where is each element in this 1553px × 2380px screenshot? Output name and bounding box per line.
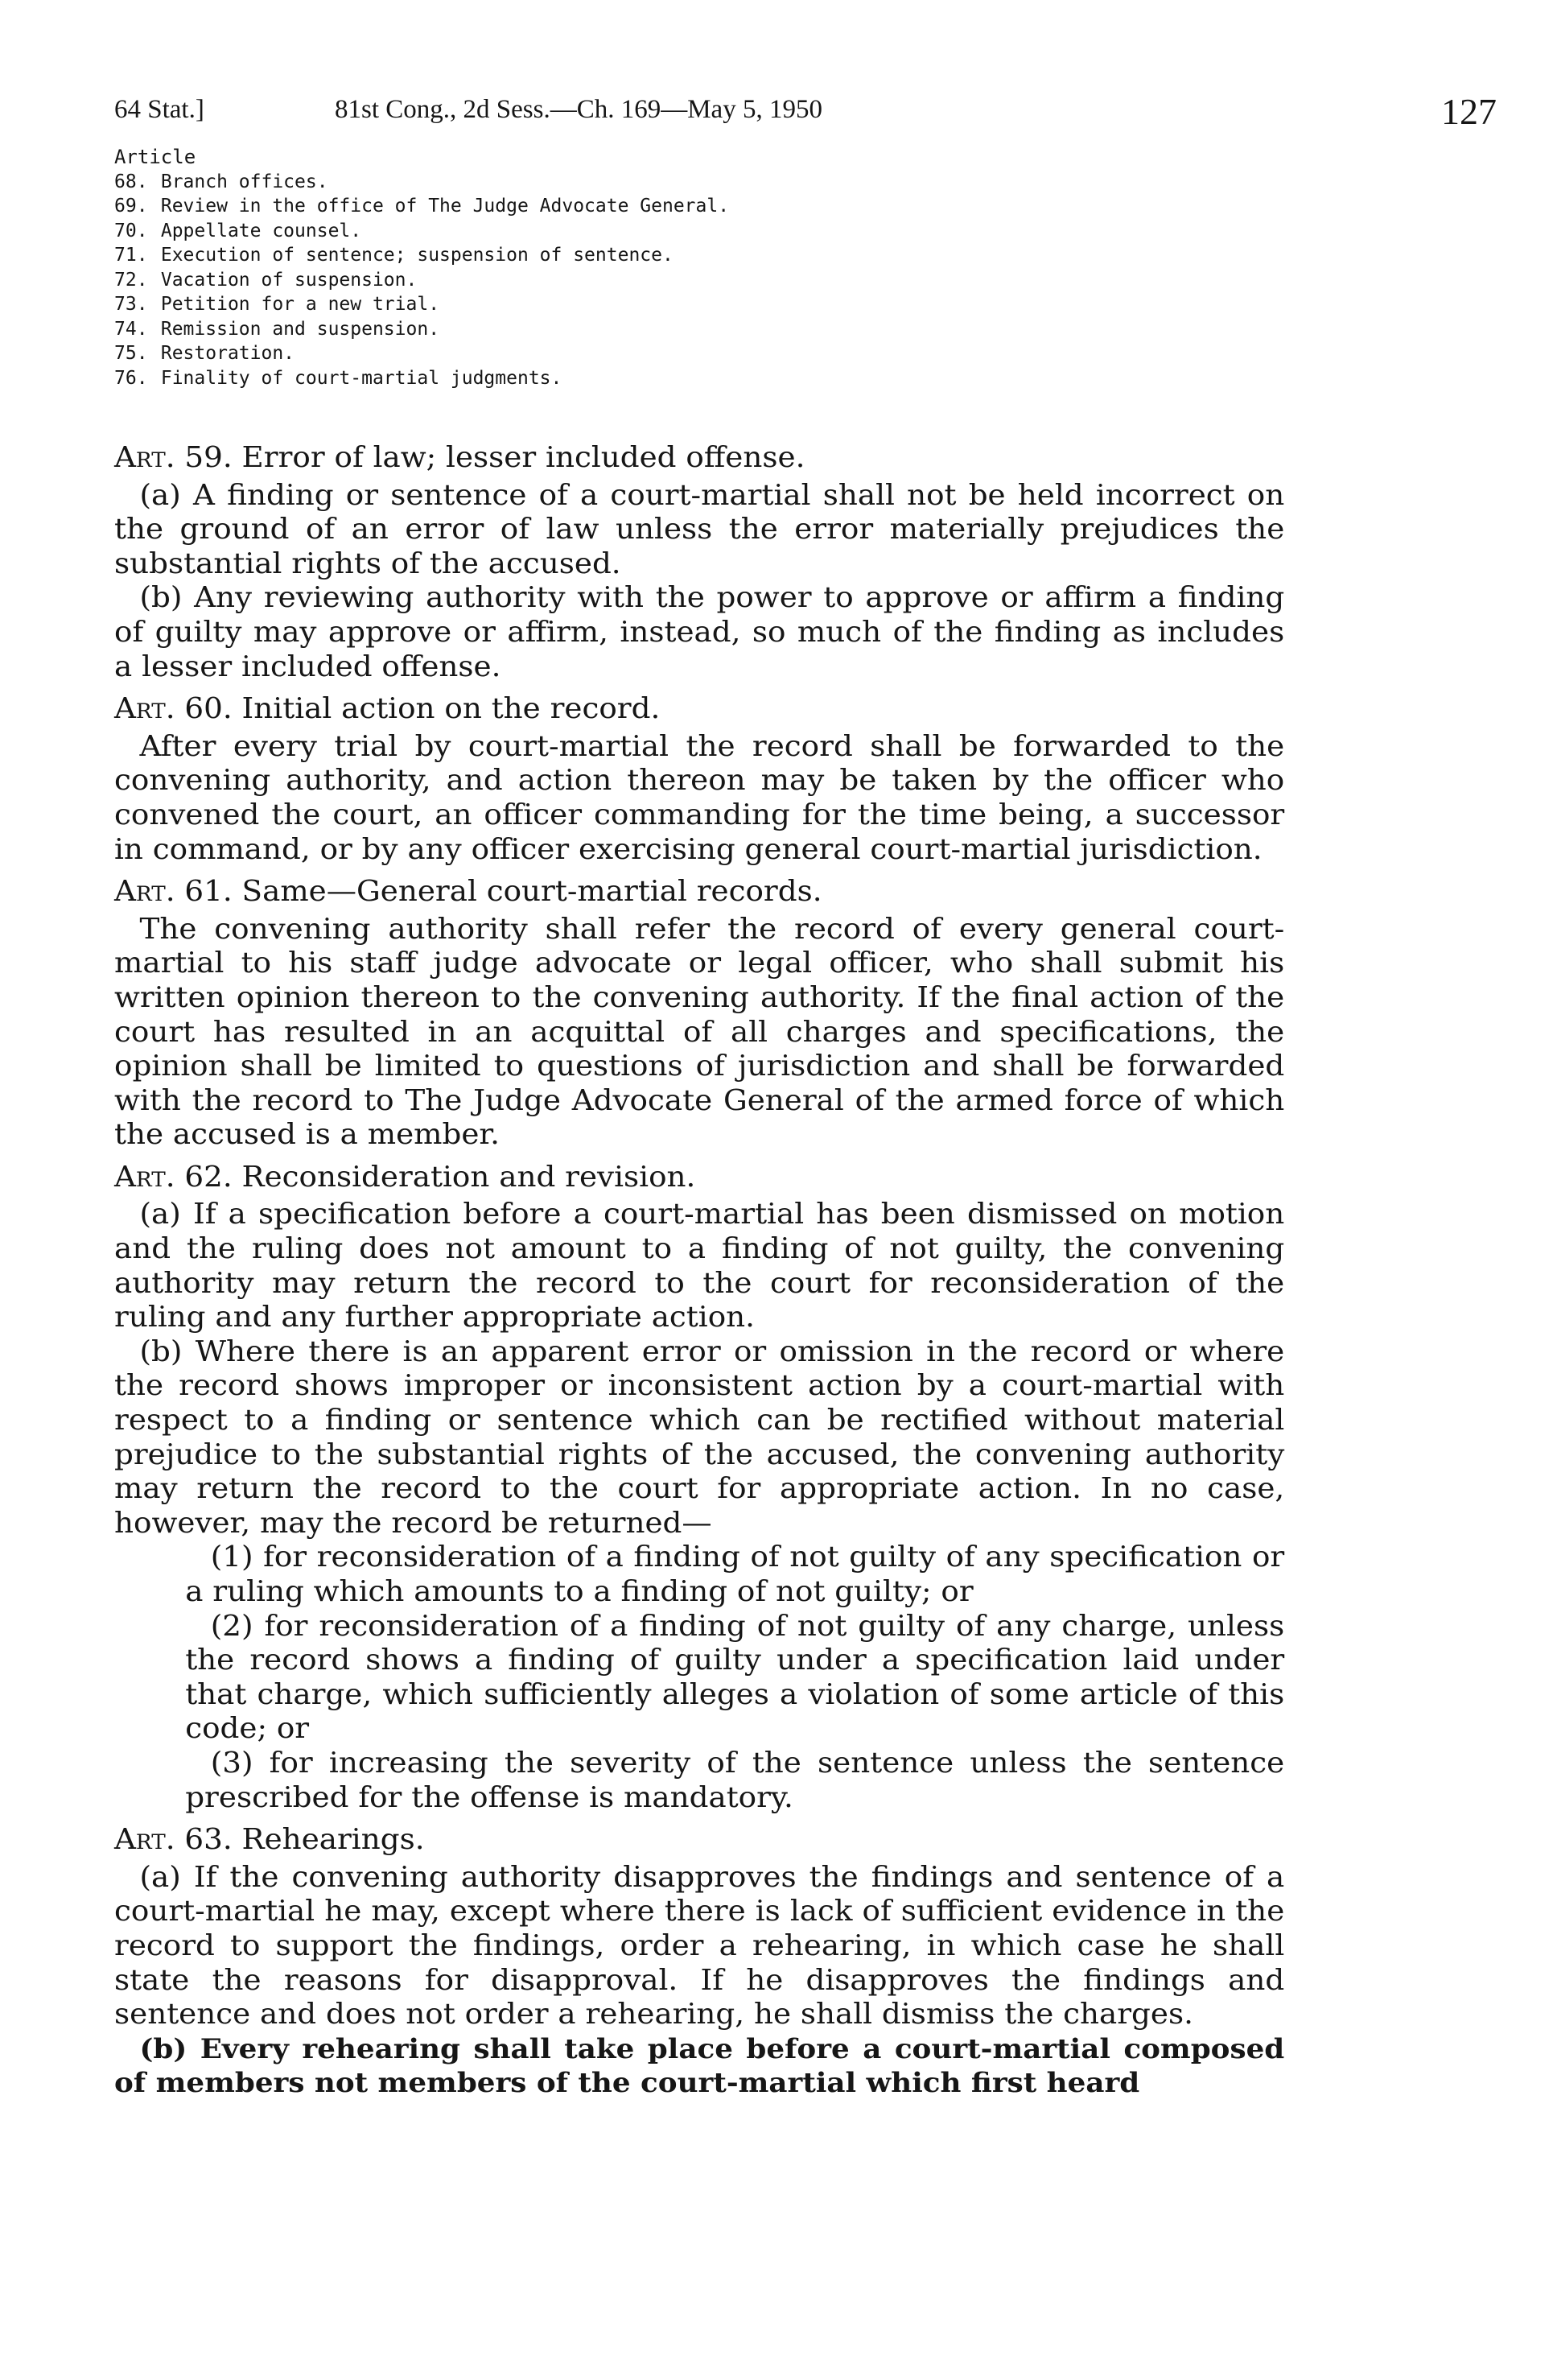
article-heading-61: Art. 61. Same—General court-martial records. xyxy=(114,875,822,909)
article-61-text: The convening authority shall refer the record of every general court-martial to his staff judge advocate or legal officer, who shall submit his written opinion thereon to the convening authority. If the final action of the court has resulted in an acquittal of all charges and specifications, the opinion shall be limited to questions of jurisdiction and shall be forwarded with the record to The Judge Advocate General of the armed force of which the accused is a member. xyxy=(114,912,1285,1152)
toc-item: 72. Vacation of suspension. xyxy=(114,269,418,291)
article-heading-59: Art. 59. Error of law; lesser included offense. xyxy=(114,441,805,474)
article-heading-62: Art. 62. Reconsideration and revision. xyxy=(114,1160,696,1194)
toc-item: 75. Restoration. xyxy=(114,343,295,364)
toc-item: 76. Finality of court-martial judgments. xyxy=(114,367,562,389)
article-heading-60: Art. 60. Initial action on the record. xyxy=(114,692,661,726)
table-of-contents xyxy=(114,145,1241,390)
page-number: 127 xyxy=(1441,91,1497,132)
toc-item: 69. Review in the office of The Judge Advocate General. xyxy=(114,196,730,217)
article-62-clause-3: (3) for increasing the severity of the sentence unless the sentence prescribed for the offense is mandatory. xyxy=(185,1746,1285,1814)
toc-item: 68. Branch offices. xyxy=(114,171,328,192)
article-60-text: After every trial by court-martial the record shall be forwarded to the convening authority, and action thereon may be taken by the officer who convened the court, an officer commanding for the time being, a successor in command, or by any officer exercising general court-martial jurisdiction. xyxy=(114,729,1285,866)
article-62-a: (a) If a specification before a court-martial has been dismissed on motion and the ruling does not amount to a finding of not guilty, the convening authority may return the record to the court for reconsideration of the ruling and any further appropriate action. xyxy=(114,1198,1285,1334)
page-header xyxy=(114,90,1497,135)
toc-item: 74. Remission and suspension. xyxy=(114,318,440,340)
article-63-a: (a) If the convening authority disapproves the findings and sentence of a court-martial he may, except where there is lack of sufficient evidence in the record to support the findings, order a rehearing, in which case he shall state the reasons for disapproval. If he disapproves the findings and sentence and does not order a rehearing, he shall dismiss the charges. xyxy=(114,1860,1285,2031)
toc-item: 71. Execution of sentence; suspension of sentence. xyxy=(114,245,674,266)
article-59-a: (a) A finding or sentence of a court-martial shall not be held incorrect on the ground of an error of law unless the error materially prejudices the substantial rights of the accused. xyxy=(114,478,1285,580)
article-62-clause-2: (2) for reconsideration of a finding of not guilty of any charge, unless the record shows a finding of guilty under a specification laid under that charge, which sufficiently alleges a violation of some article of this code; or xyxy=(185,1609,1285,1746)
article-59-b: (b) Any reviewing authority with the power to approve or affirm a finding of guilty may approve or affirm, instead, so much of the finding as includes a lesser included offense. xyxy=(114,581,1285,683)
article-63-b: (b) Every rehearing shall take place before a court-martial composed of members not members of the court-martial which first heard xyxy=(114,2032,1285,2100)
toc-item: 70. Appellate counsel. xyxy=(114,220,362,241)
document-body xyxy=(114,433,1284,2101)
statute-citation: 64 Stat.] xyxy=(114,95,204,124)
toc-label: Article xyxy=(114,146,196,168)
toc-item: 73. Petition for a new trial. xyxy=(114,294,440,315)
article-heading-63: Art. 63. Rehearings. xyxy=(114,1823,425,1857)
article-62-clause-1: (1) for reconsideration of a finding of not guilty of any specification or a ruling which amounts to a finding of not guilty; or xyxy=(185,1541,1285,1608)
article-62-b: (b) Where there is an apparent error or omission in the record or where the record shows improper or inconsistent action by a court-martial with respect to a finding or sentence which can be rectified without material prejudice to the substantial rights of the accused, the convening authority may return the record to the court for appropriate action. In no case, however, may the record be returned— xyxy=(114,1334,1285,1540)
session-line: 81st Cong., 2d Sess.—Ch. 169—May 5, 1950 xyxy=(335,95,822,124)
